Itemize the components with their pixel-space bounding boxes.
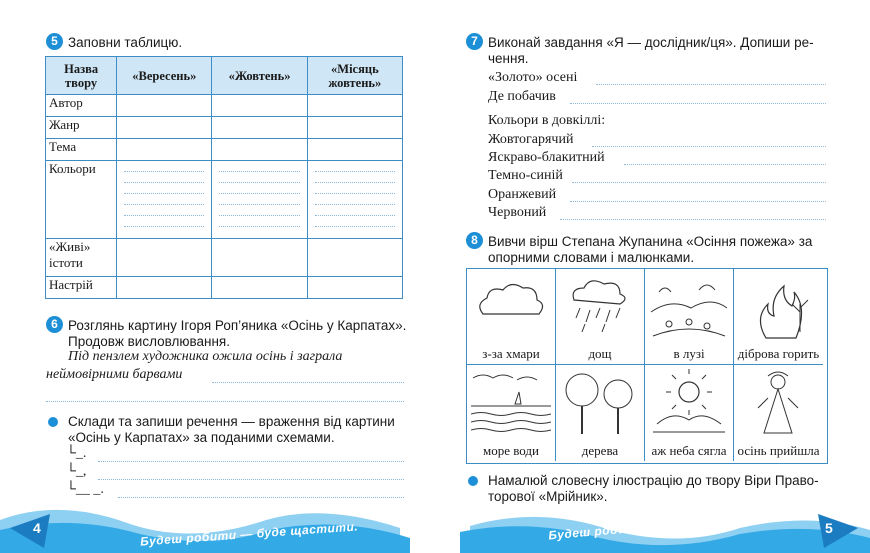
scheme-1: └_. — [66, 446, 87, 461]
table-row-label: Тема — [46, 139, 117, 161]
answer-line[interactable] — [570, 103, 826, 104]
sea-icon — [471, 368, 551, 438]
table-cell[interactable] — [117, 277, 212, 299]
answer-line[interactable] — [624, 164, 826, 165]
picture-cell — [645, 269, 734, 365]
picture-caption: в лузі — [673, 346, 705, 361]
task7-item: «Золото» осені — [488, 70, 578, 85]
picture-caption: аж неба сягла — [651, 443, 727, 458]
picture-cell — [467, 365, 556, 461]
answer-line[interactable] — [570, 201, 826, 202]
table-row-label: «Живі» істоти — [46, 239, 117, 277]
bullet-icon — [48, 417, 58, 427]
answer-line[interactable] — [596, 84, 826, 85]
table-row-label: Кольори — [46, 161, 117, 239]
table-cell[interactable] — [307, 277, 402, 299]
task8-sub1: Намалюй словесну ілюстрацію до твору Віри Право- — [488, 473, 819, 488]
task7-line1: Виконай завдання «Я — дослідник/ця». Допиши ре- — [488, 35, 814, 50]
table-row-label: Жанр — [46, 117, 117, 139]
task5-number: 5 — [46, 33, 63, 50]
task6-line1: Розглянь картину Ігоря Роп’яника «Осінь у Карпатах». — [68, 318, 407, 333]
table-cell[interactable] — [212, 239, 307, 277]
answer-line[interactable] — [212, 382, 404, 383]
task5-title: Заповни таблицю. — [68, 35, 183, 50]
picture-cell — [556, 269, 645, 365]
table-cell[interactable] — [117, 161, 212, 239]
scheme-3: └__ _. — [66, 482, 104, 497]
task5-table — [45, 56, 403, 299]
picture-caption: діброва горить — [737, 346, 820, 361]
task6-quote1: Під пензлем художника ожила осінь і заграла — [68, 349, 343, 364]
rain-cloud-icon — [560, 272, 640, 342]
task6-sub2: «Осінь у Карпатах» за поданими схемами. — [68, 430, 335, 445]
table-cell[interactable] — [212, 139, 307, 161]
task6-quote2: неймовірними барвами — [46, 367, 183, 382]
footer-waves — [0, 500, 870, 553]
answer-line[interactable] — [560, 219, 826, 220]
task6-number: 6 — [46, 316, 63, 333]
picture-cell — [645, 365, 734, 461]
picture-grid — [466, 268, 828, 464]
task6-sub1: Склади та запиши речення — враження від картини — [68, 414, 395, 429]
answer-line[interactable] — [98, 479, 404, 480]
cloud-sun-icon — [471, 272, 551, 342]
table-cell[interactable] — [212, 161, 307, 239]
task7-item: Оранжевий — [488, 187, 557, 202]
trees-icon — [560, 368, 640, 438]
autumn-girl-icon — [738, 368, 818, 438]
task7-item: Жовтогарячий — [488, 132, 574, 147]
table-header: Назва твору — [46, 57, 117, 95]
sun-icon — [649, 368, 729, 438]
table-cell[interactable] — [307, 239, 402, 277]
table-cell[interactable] — [212, 277, 307, 299]
page-number-right: 5 — [825, 520, 833, 536]
answer-line[interactable] — [118, 497, 404, 498]
task7-item: Темно-синій — [488, 168, 563, 183]
footer-slogan-left: Будеш робити — буде щастити. — [139, 519, 359, 549]
answer-line[interactable] — [572, 182, 826, 183]
picture-caption: з-за хмари — [482, 346, 540, 361]
task7-number: 7 — [466, 33, 483, 50]
bullet-icon — [468, 476, 478, 486]
task7-line2: чення. — [488, 51, 529, 66]
table-cell[interactable] — [307, 95, 402, 117]
task7-item: Кольори в довкіллі: — [488, 113, 606, 128]
table-cell[interactable] — [307, 161, 402, 239]
answer-line[interactable] — [46, 401, 404, 402]
table-cell[interactable] — [117, 239, 212, 277]
task7-item: Де побачив — [488, 89, 556, 104]
table-cell[interactable] — [212, 95, 307, 117]
table-cell[interactable] — [212, 117, 307, 139]
table-cell[interactable] — [117, 139, 212, 161]
picture-caption: дерева — [581, 443, 619, 458]
task7-item: Яскраво-блакитний — [488, 150, 605, 165]
picture-caption: дощ — [588, 346, 612, 361]
scheme-2: └_, — [66, 464, 87, 479]
task8-line2: опорними словами і малюнками. — [488, 250, 695, 265]
table-header: «Вересень» — [117, 57, 212, 95]
picture-cell — [734, 365, 823, 461]
table-row-label: Автор — [46, 95, 117, 117]
answer-line[interactable] — [98, 461, 404, 462]
table-cell[interactable] — [307, 139, 402, 161]
table-cell[interactable] — [117, 95, 212, 117]
picture-cell — [556, 365, 645, 461]
table-cell[interactable] — [307, 117, 402, 139]
task8-line1: Вивчи вірш Степана Жупанина «Осіння пожежа» за — [488, 234, 813, 249]
task7-item: Червоний — [488, 205, 547, 220]
picture-cell — [467, 269, 556, 365]
footer-slogan-right: Будеш робити — буде щастити. — [547, 509, 767, 543]
task8-number: 8 — [466, 232, 483, 249]
picture-cell — [734, 269, 823, 365]
table-header: «Місяць жовтень» — [307, 57, 402, 95]
burning-forest-icon — [738, 272, 818, 342]
picture-caption: осінь прийшла — [737, 443, 820, 458]
table-cell[interactable] — [117, 117, 212, 139]
answer-line[interactable] — [592, 146, 826, 147]
table-header: «Жовтень» — [212, 57, 307, 95]
table-row-label: Настрій — [46, 277, 117, 299]
task6-line2: Продовж висловлювання. — [68, 334, 230, 349]
meadow-icon — [649, 272, 729, 342]
page-number-left: 4 — [33, 520, 41, 536]
picture-caption: море води — [483, 443, 539, 458]
task8-sub2: торової «Мрійник». — [488, 489, 608, 504]
